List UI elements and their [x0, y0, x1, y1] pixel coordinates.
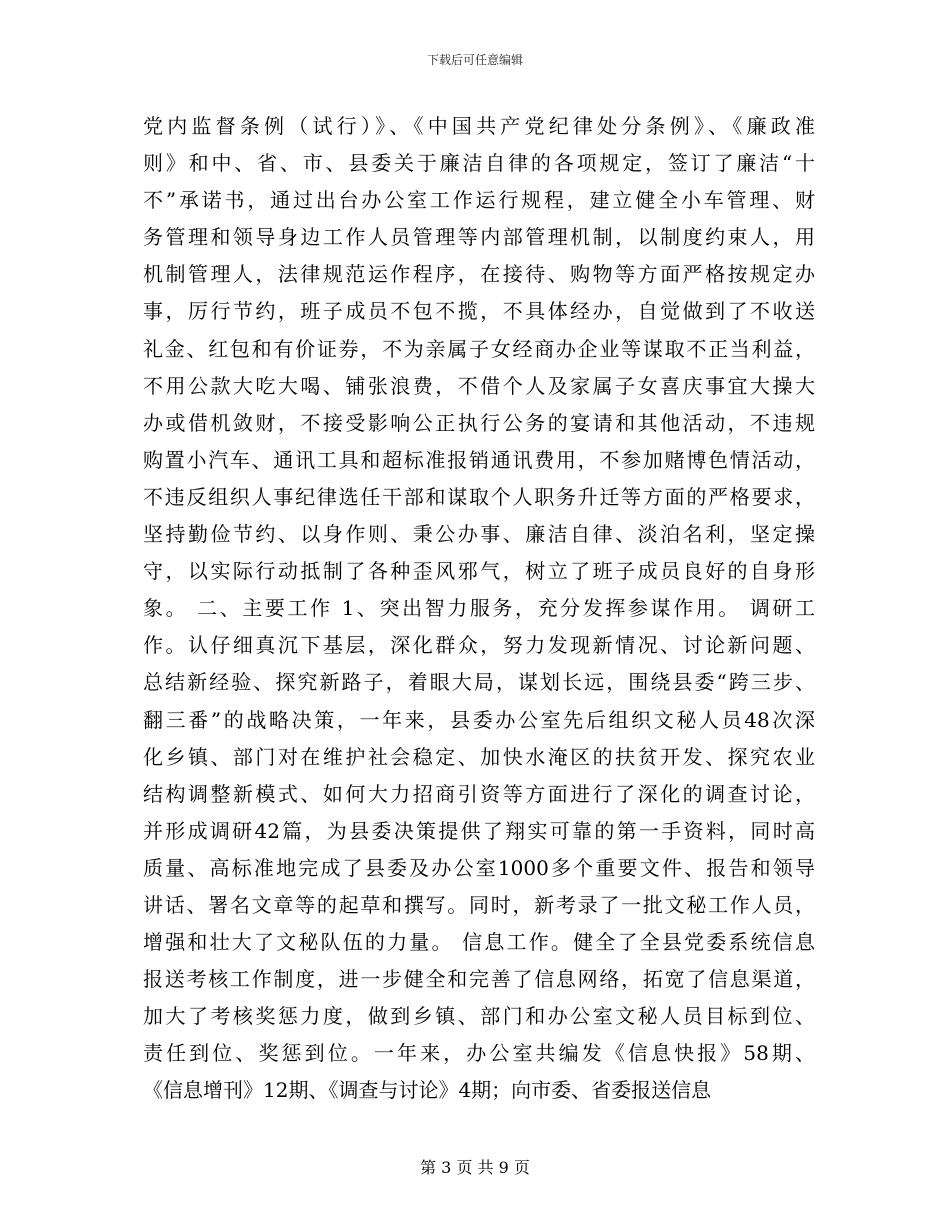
- text-line: 办或借机敛财，不接受影响公正执行公务的宴请和其他活动，不违规: [143, 410, 815, 435]
- text-line: 化乡镇、部门对在维护社会稳定、加快水淹区的扶贫开发、探究农业: [143, 744, 815, 769]
- text-line: 购置小汽车、通讯工具和超标准报销通讯费用，不参加赌博色情活动，: [143, 447, 815, 472]
- page-footer: 第 3 页 共 9 页: [420, 1158, 530, 1177]
- text-line: 报送考核工作制度，进一步健全和完善了信息网络，拓宽了信息渠道，: [143, 967, 815, 992]
- text-line: 讲话、署名文章等的起草和撰写。同时，新考录了一批文秘工作人员，: [143, 892, 815, 917]
- text-line: 则》和中、省、市、县委关于廉洁自律的各项规定，签订了廉洁“十: [143, 151, 815, 176]
- text-line: 坚持勤俭节约、以身作则、秉公办事、廉洁自律、淡泊名利，坚定操: [143, 522, 815, 547]
- text-line: 事，厉行节约，班子成员不包不揽，不具体经办，自觉做到了不收送: [143, 299, 815, 324]
- text-line: 结构调整新模式、如何大力招商引资等方面进行了深化的调查讨论，: [143, 781, 815, 806]
- text-line: 增强和壮大了文秘队伍的力量。 信息工作。健全了全县党委系统信息: [143, 930, 815, 955]
- body-text: [143, 108, 815, 1110]
- text-line: 作。认仔细真沉下基层，深化群众，努力发现新情况、讨论新问题、: [143, 633, 815, 658]
- text-line: 党内监督条例（试行）》、《中国共产党纪律处分条例》、《廉政准: [143, 114, 815, 138]
- text-line: 质量、高标准地完成了县委及办公室1000多个重要文件、报告和领导: [143, 855, 815, 880]
- text-line: 翻三番”的战略决策，一年来，县委办公室先后组织文秘人员48次深: [143, 707, 815, 732]
- page-header: 下载后可任意编辑: [426, 53, 523, 67]
- text-line: 守，以实际行动抵制了各种歪风邪气，树立了班子成员良好的自身形: [143, 559, 815, 584]
- text-line: 并形成调研42篇，为县委决策提供了翔实可靠的第一手资料，同时高: [143, 818, 815, 843]
- text-line: 礼金、红包和有价证券，不为亲属子女经商办企业等谋取不正当利益，: [143, 336, 815, 361]
- text-line: 务管理和领导身边工作人员管理等内部管理机制，以制度约束人，用: [143, 225, 815, 250]
- text-line: 《信息增刊》12期、《调查与讨论》4期；向市委、省委报送信息: [143, 1078, 712, 1103]
- text-line: 不”承诺书，通过出台办公室工作运行规程，建立健全小车管理、财: [143, 188, 815, 213]
- text-line: 加大了考核奖惩力度，做到乡镇、部门和办公室文秘人员目标到位、: [143, 1004, 815, 1029]
- text-line: 象。 二、主要工作 1、突出智力服务，充分发挥参谋作用。 调研工: [143, 596, 815, 621]
- text-line: 不违反组织人事纪律选任干部和谋取个人职务升迁等方面的严格要求，: [143, 484, 815, 509]
- text-line: 机制管理人，法律规范运作程序，在接待、购物等方面严格按规定办: [143, 262, 815, 287]
- text-line: 责任到位、奖惩到位。一年来，办公室共编发《信息快报》58期、: [143, 1041, 815, 1066]
- text-line: 不用公款大吃大喝、铺张浪费，不借个人及家属子女喜庆事宜大操大: [143, 373, 815, 398]
- text-line: 总结新经验、探究新路子，着眼大局，谋划长远，围绕县委“跨三步、: [143, 670, 815, 695]
